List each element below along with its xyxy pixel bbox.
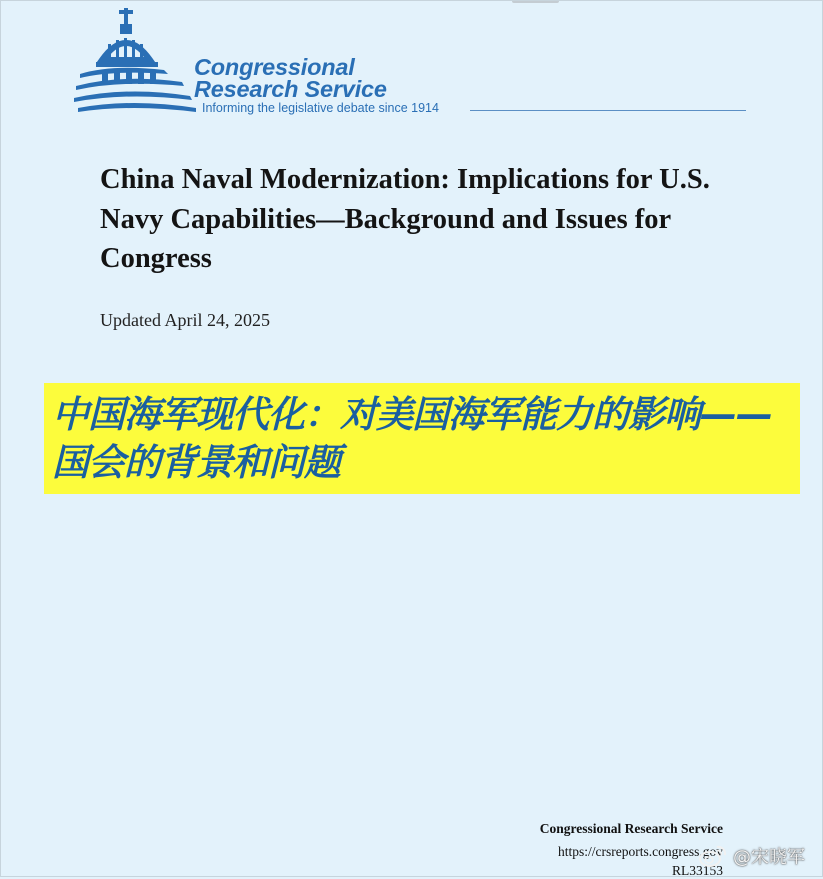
top-tab-indicator	[512, 0, 559, 3]
weibo-icon	[699, 844, 727, 868]
footer-url[interactable]: https://crsreports.congress.gov	[558, 844, 723, 859]
footer-report-id: RL33153	[671, 863, 723, 878]
chinese-title-banner	[44, 383, 800, 494]
logo-tagline: Informing the legislative debate since 1914	[202, 101, 439, 115]
report-updated-date: Updated April 24, 2025	[100, 310, 270, 330]
logo-name-line1: Congressional	[194, 54, 355, 80]
chinese-title-text: 中国海军现代化：对美国海军能力的影响——国会的背景和问题	[52, 393, 772, 484]
logo-name	[194, 56, 387, 100]
crs-logo	[72, 4, 752, 116]
footer-org: Congressional Research Service	[539, 821, 723, 836]
report-title: China Naval Modernization: Implications for U.S. Navy Capabilities—Background and Issues for Congress	[100, 164, 710, 274]
capitol-dome-icon	[72, 4, 198, 116]
logo-divider	[470, 110, 746, 111]
watermark	[699, 843, 805, 869]
watermark-text: @宋晓军	[733, 847, 805, 868]
logo-name-line2: Research Service	[194, 76, 387, 102]
